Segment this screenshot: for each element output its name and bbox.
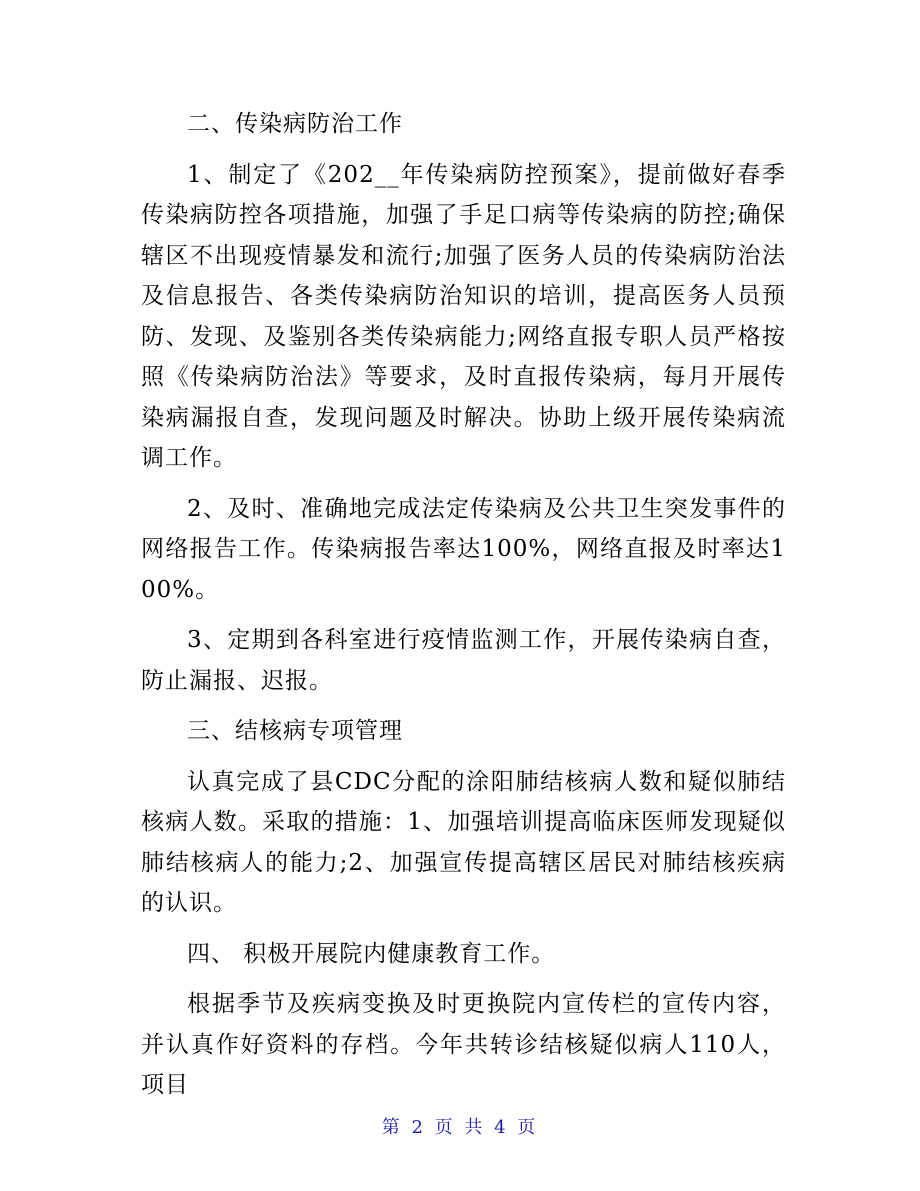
paragraph-epidemic-monitoring: 3、定期到各科室进行疫情监测工作，开展传染病自查，防止漏报、迟报。: [141, 627, 786, 694]
section-heading-tuberculosis: 三、结核病专项管理: [187, 718, 403, 744]
paragraph-network-report: 2、及时、准确地完成法定传染病及公共卫生突发事件的网络报告工作。传染病报告率达100%，网络直报及时率达100%。: [141, 495, 786, 603]
paragraph-prevention-plan: 1、制定了《202__年传染病防控预案》，提前做好春季传染病防控各项措施，加强了手足口病等传染病的防控;确保辖区不出现疫情暴发和流行;加强了医务人员的传染病防治法及信息报告、各类传染病防治知识的培训，提高医务人员预防、发现、及鉴别各类传染病能力;网络直报专职人员严格按照《传染病防治法》等要求，及时直报传染病，每月开展传染病漏报自查，发现问题及时解决。协助上级开展传染病流调工作。: [141, 161, 786, 471]
paragraph-health-education: 根据季节及疾病变换及时更换院内宣传栏的宣传内容，并认真作好资料的存档。今年共转诊结核疑似病人110人，项目: [141, 991, 786, 1098]
section-heading-infectious-disease: 二、传染病防治工作: [187, 111, 403, 137]
page-footer: 第 2 页 共 4 页: [381, 1117, 539, 1138]
document-body: [141, 104, 786, 1116]
section-heading-health-education: 四、 积极开展院内健康教育工作。: [187, 940, 556, 967]
paragraph-tuberculosis-management: 认真完成了县CDC分配的涂阳肺结核病人数和疑似肺结核病人数。采取的措施：1、加强培训提高临床医师发现疑似肺结核病人的能力;2、加强宣传提高辖区居民对肺结核疾病的认识。: [141, 768, 786, 916]
